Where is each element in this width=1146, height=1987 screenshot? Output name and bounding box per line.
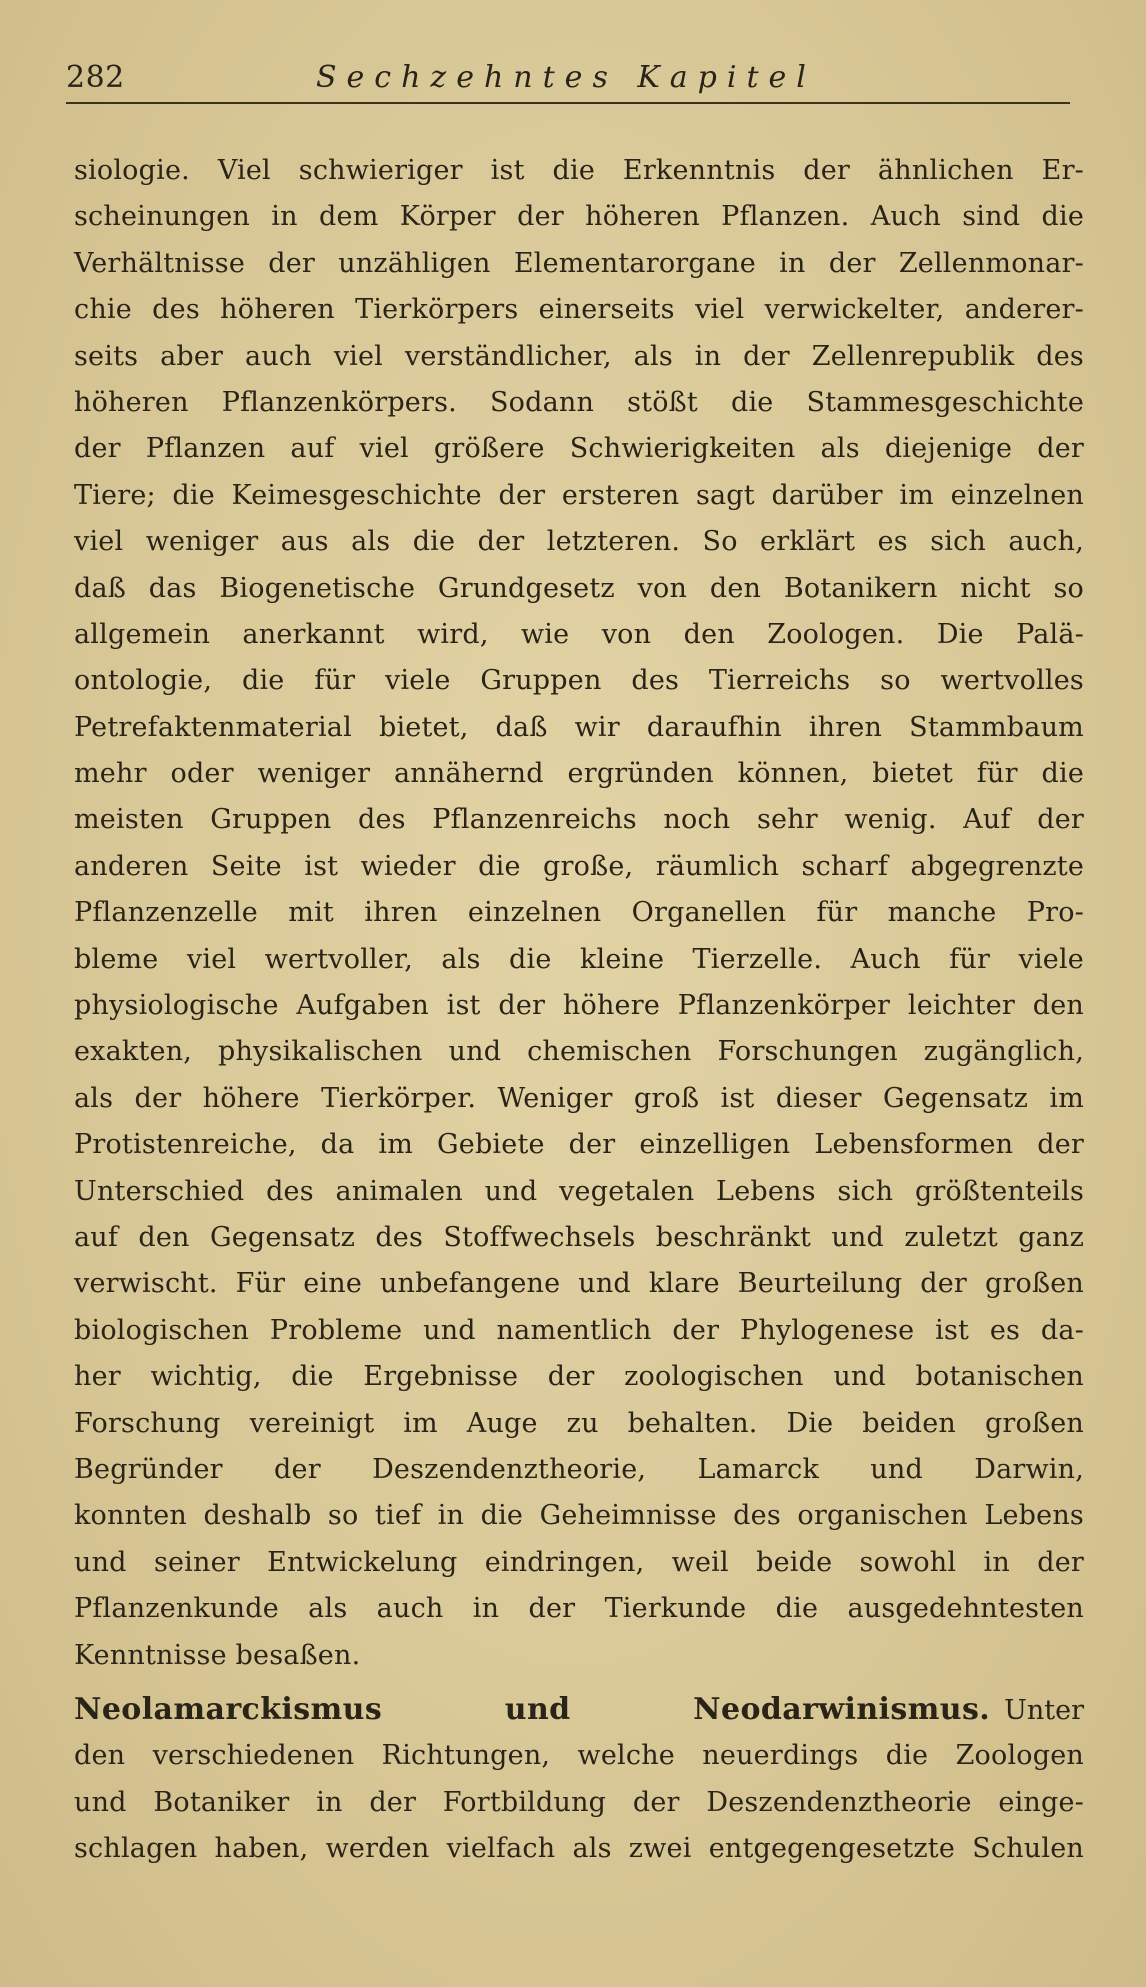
text-line: allgemein anerkannt wird, wie von den Zoologen. Die Palä- — [74, 618, 1084, 650]
text-line: mehr oder weniger annähernd ergründen können, bietet für die — [74, 758, 1084, 790]
text-line: Begründer der Deszendenztheorie, Lamarck und Darwin, — [74, 1453, 1084, 1485]
text-line: exakten, physikalischen und chemischen Forschungen zugänglich, — [74, 1036, 1084, 1068]
section-first-line — [74, 1687, 1084, 1733]
text-line: meisten Gruppen des Pflanzenreichs noch sehr wenig. Auf der — [74, 804, 1084, 836]
paragraph-1 — [74, 148, 1084, 1679]
text-line: Petrefaktenmaterial bietet, daß wir daraufhin ihren Stammbaum — [74, 711, 1084, 743]
text-line: der Pflanzen auf viel größere Schwierigkeiten als diejenige der — [74, 433, 1084, 465]
text-line: als der höhere Tierkörper. Weniger groß ist dieser Gegensatz im — [74, 1082, 1084, 1114]
text-line: scheinungen in dem Körper der höheren Pflanzen. Auch sind die — [74, 201, 1084, 233]
body-text — [74, 148, 1084, 1872]
text-line: verwischt. Für eine unbefangene und klare Beurteilung der großen — [74, 1268, 1084, 1300]
text-line: biologischen Probleme und namentlich der Phylogenese ist es da- — [74, 1314, 1084, 1346]
text-line: Protistenreiche, da im Gebiete der einzelligen Lebensformen der — [74, 1129, 1084, 1161]
running-head: Sechzehntes Kapitel — [316, 60, 816, 95]
text-line: viel weniger aus als die der letzteren. So erklärt es sich auch, — [74, 526, 1084, 558]
text-line: bleme viel wertvoller, als die kleine Tierzelle. Auch für viele — [74, 943, 1084, 975]
text-line: und Botaniker in der Fortbildung der Deszendenztheorie einge- — [74, 1786, 1084, 1818]
text-line: Tiere; die Keimesgeschichte der ersteren sagt darüber im einzelnen — [74, 479, 1084, 511]
text-line: Pflanzenzelle mit ihren einzelnen Organellen für manche Pro- — [74, 897, 1084, 929]
text-line: konnten deshalb so tief in die Geheimnisse des organischen Lebens — [74, 1500, 1084, 1532]
text-line: daß das Biogenetische Grundgesetz von den Botanikern nicht so — [74, 572, 1084, 604]
text-line: Unterschied des animalen und vegetalen Lebens sich größtenteils — [74, 1175, 1084, 1207]
section-heading: Neolamarckismus und Neodarwinismus. — [74, 1691, 991, 1727]
page-header — [66, 58, 1070, 104]
text-line: schlagen haben, werden vielfach als zwei entgegengesetzte Schulen — [74, 1833, 1084, 1865]
text-line: anderen Seite ist wieder die große, räumlich scharf abgegrenzte — [74, 850, 1084, 882]
text-line: Pflanzenkunde als auch in der Tierkunde die ausgedehntesten — [74, 1593, 1084, 1625]
section-first-line-text: Unter — [1004, 1694, 1084, 1726]
paragraph-2 — [74, 1733, 1084, 1872]
text-line: siologie. Viel schwieriger ist die Erkenntnis der ähnlichen Er- — [74, 155, 1084, 186]
text-line: her wichtig, die Ergebnisse der zoologischen und botanischen — [74, 1361, 1084, 1393]
text-line: höheren Pflanzenkörpers. Sodann stößt die Stammesgeschichte — [74, 386, 1084, 418]
text-line: Kenntnisse besaßen. — [74, 1639, 361, 1671]
text-line: physiologische Aufgaben ist der höhere Pflanzenkörper leichter den — [74, 990, 1084, 1022]
text-line: auf den Gegensatz des Stoffwechsels beschränkt und zuletzt ganz — [74, 1221, 1084, 1253]
text-line: und seiner Entwickelung eindringen, weil beide sowohl in der — [74, 1546, 1084, 1578]
text-line: den verschiedenen Richtungen, welche neuerdings die Zoologen — [74, 1740, 1084, 1772]
text-line: chie des höheren Tierkörpers einerseits viel verwickelter, anderer- — [74, 294, 1084, 326]
text-line: seits aber auch viel verständlicher, als in der Zellenrepublik des — [74, 340, 1084, 372]
page-number: 282 — [66, 60, 125, 95]
text-line: Verhältnisse der unzähligen Elementarorgane in der Zellenmonar- — [74, 247, 1084, 279]
text-line: Forschung vereinigt im Auge zu behalten. Die beiden großen — [74, 1407, 1084, 1439]
text-line: ontologie, die für viele Gruppen des Tierreichs so wertvolles — [74, 665, 1084, 697]
